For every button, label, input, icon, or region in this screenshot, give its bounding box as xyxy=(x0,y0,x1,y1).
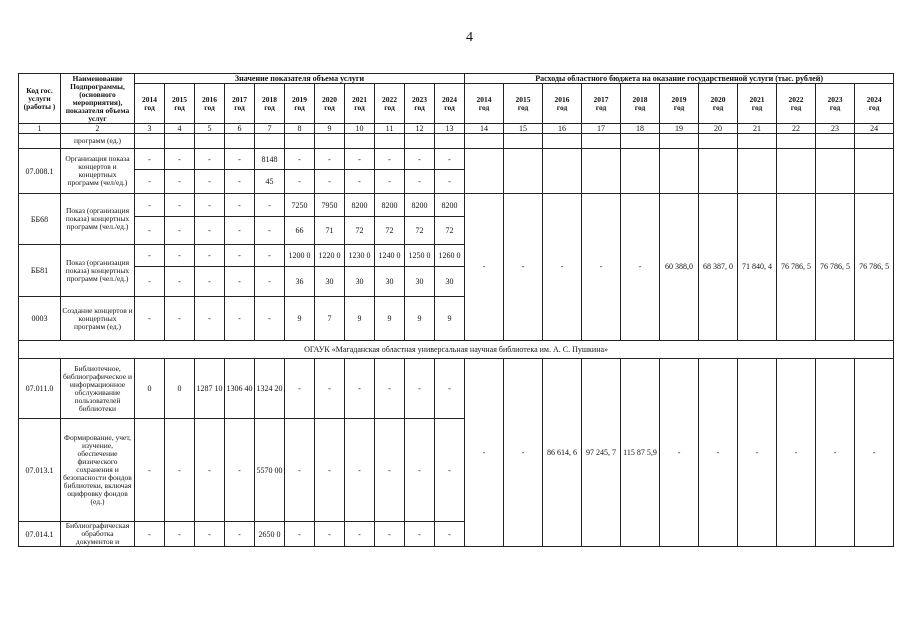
volume-cell: - xyxy=(315,522,345,547)
volume-cell: 72 xyxy=(375,217,405,245)
expense-cell: - xyxy=(699,359,738,547)
year-header: 2016 год xyxy=(543,84,582,124)
volume-cell: - xyxy=(375,419,405,522)
volume-cell: - xyxy=(375,359,405,419)
volume-cell: 66 xyxy=(285,217,315,245)
expense-cell: 60 388,0 xyxy=(660,194,699,341)
row-code xyxy=(19,134,61,149)
expense-cell: - xyxy=(660,359,699,547)
column-index: 4 xyxy=(165,124,195,134)
row-code: ББ81 xyxy=(19,245,61,297)
volume-cell: - xyxy=(405,419,435,522)
volume-cell: 9 xyxy=(405,297,435,341)
volume-cell: - xyxy=(225,245,255,267)
expense-cell xyxy=(699,149,738,194)
volume-cell: - xyxy=(135,245,165,267)
volume-cell: - xyxy=(285,359,315,419)
volume-cell: - xyxy=(285,419,315,522)
column-index: 17 xyxy=(582,124,621,134)
services-table xyxy=(18,73,894,547)
header-expense-group: Расходы областного бюджета на оказание государственной услуги (тыс. рублей) xyxy=(465,74,894,84)
volume-cell: - xyxy=(345,359,375,419)
volume-cell: 71 xyxy=(315,217,345,245)
volume-cell: 1287 10 xyxy=(195,359,225,419)
row-name: программ (ед.) xyxy=(61,134,135,149)
volume-cell: - xyxy=(195,245,225,267)
volume-cell: - xyxy=(165,217,195,245)
volume-cell: - xyxy=(195,267,225,297)
column-index: 24 xyxy=(855,124,894,134)
volume-cell: - xyxy=(165,194,195,217)
volume-cell: 1260 0 xyxy=(435,245,465,267)
table-row xyxy=(19,359,894,419)
year-header: 2018 год xyxy=(255,84,285,124)
expense-cell: 71 840, 4 xyxy=(738,194,777,341)
volume-cell: - xyxy=(315,359,345,419)
volume-cell: 0 xyxy=(165,359,195,419)
column-index: 14 xyxy=(465,124,504,134)
volume-cell: - xyxy=(315,170,345,194)
volume-cell: - xyxy=(255,297,285,341)
row-code: 07.013.1 xyxy=(19,419,61,522)
volume-cell: 9 xyxy=(435,297,465,341)
expense-cell xyxy=(738,149,777,194)
column-index: 12 xyxy=(405,124,435,134)
column-index: 20 xyxy=(699,124,738,134)
volume-cell: - xyxy=(165,267,195,297)
column-index: 1 xyxy=(19,124,61,134)
volume-cell: 30 xyxy=(375,267,405,297)
year-header: 2015 год xyxy=(165,84,195,124)
expense-cell: - xyxy=(465,194,504,341)
volume-cell: - xyxy=(225,217,255,245)
row-name: Создание концертов и концертных программ (ед.) xyxy=(61,297,135,341)
expense-cell xyxy=(582,149,621,194)
volume-cell: - xyxy=(225,522,255,547)
volume-cell: - xyxy=(135,297,165,341)
expense-cell xyxy=(621,149,660,194)
column-index: 6 xyxy=(225,124,255,134)
column-index: 13 xyxy=(435,124,465,134)
row-name: Показ (организация показа) концертных программ (чел./ед.) xyxy=(61,194,135,245)
volume-cell: - xyxy=(285,170,315,194)
volume-cell: - xyxy=(375,170,405,194)
year-header: 2016 год xyxy=(195,84,225,124)
volume-cell: - xyxy=(255,245,285,267)
column-index: 7 xyxy=(255,124,285,134)
expense-cell: 68 387, 0 xyxy=(699,194,738,341)
page-number: 4 xyxy=(466,30,473,45)
year-header: 2022 год xyxy=(375,84,405,124)
volume-cell: - xyxy=(375,522,405,547)
column-index: 11 xyxy=(375,124,405,134)
expense-cell: 97 245, 7 xyxy=(582,359,621,547)
volume-cell: - xyxy=(195,419,225,522)
expense-cell: - xyxy=(621,194,660,341)
volume-cell: - xyxy=(135,149,165,170)
expense-cell xyxy=(543,149,582,194)
volume-cell: - xyxy=(225,149,255,170)
year-header: 2019 год xyxy=(285,84,315,124)
expense-cell: 76 786, 5 xyxy=(855,194,894,341)
expense-cell xyxy=(660,149,699,194)
year-header: 2023 год xyxy=(405,84,435,124)
row-code: 0003 xyxy=(19,297,61,341)
column-index: 2 xyxy=(61,124,135,134)
volume-cell: - xyxy=(435,419,465,522)
expense-cell: - xyxy=(777,359,816,547)
volume-cell: - xyxy=(285,522,315,547)
year-header: 2024 год xyxy=(435,84,465,124)
table-row xyxy=(19,149,894,170)
expense-cell xyxy=(504,149,543,194)
row-name: Организация показа концертов и концертных программ (чел/ед.) xyxy=(61,149,135,194)
year-header: 2017 год xyxy=(582,84,621,124)
volume-cell: - xyxy=(195,194,225,217)
volume-cell: - xyxy=(435,149,465,170)
volume-cell: - xyxy=(225,297,255,341)
volume-cell: 72 xyxy=(405,217,435,245)
row-name: Библиографическая обработка документов и xyxy=(61,522,135,547)
volume-cell: - xyxy=(315,419,345,522)
volume-cell: - xyxy=(225,170,255,194)
volume-cell: - xyxy=(285,149,315,170)
column-index: 5 xyxy=(195,124,225,134)
volume-cell: - xyxy=(225,267,255,297)
volume-cell: - xyxy=(405,522,435,547)
column-index: 22 xyxy=(777,124,816,134)
volume-cell: - xyxy=(345,149,375,170)
row-code: ББ68 xyxy=(19,194,61,245)
volume-cell: - xyxy=(435,522,465,547)
volume-cell: 9 xyxy=(285,297,315,341)
year-header: 2015 год xyxy=(504,84,543,124)
volume-cell: - xyxy=(195,217,225,245)
volume-cell: - xyxy=(405,149,435,170)
year-header: 2023 год xyxy=(816,84,855,124)
expense-cell: 86 614, 6 xyxy=(543,359,582,547)
volume-cell: 1324 20 xyxy=(255,359,285,419)
column-index: 15 xyxy=(504,124,543,134)
volume-cell: - xyxy=(435,359,465,419)
column-index: 16 xyxy=(543,124,582,134)
volume-cell: 1240 0 xyxy=(375,245,405,267)
volume-cell: - xyxy=(225,419,255,522)
expense-cell: 115 87 5,9 xyxy=(621,359,660,547)
volume-cell: - xyxy=(225,194,255,217)
volume-cell: 72 xyxy=(345,217,375,245)
volume-cell: - xyxy=(195,170,225,194)
expense-cell xyxy=(777,149,816,194)
volume-cell: - xyxy=(165,245,195,267)
section-title: ОГАУК «Магаданская областная универсальная научная библиотека им. А. С. Пушкина» xyxy=(19,341,894,359)
year-header: 2014 год xyxy=(135,84,165,124)
volume-cell: 30 xyxy=(315,267,345,297)
expense-cell: - xyxy=(504,359,543,547)
volume-cell: - xyxy=(375,149,405,170)
volume-cell: - xyxy=(345,170,375,194)
expense-cell: - xyxy=(582,194,621,341)
year-header: 2017 год xyxy=(225,84,255,124)
expense-cell: - xyxy=(465,359,504,547)
volume-cell: 1220 0 xyxy=(315,245,345,267)
volume-cell: - xyxy=(165,522,195,547)
row-code: 07.008.1 xyxy=(19,149,61,194)
expense-cell xyxy=(465,149,504,194)
row-name: Библиотечное, библиографическое и информационное обслуживание пользователей библиотеки xyxy=(61,359,135,419)
volume-cell: 8148 xyxy=(255,149,285,170)
expense-cell: 76 786, 5 xyxy=(816,194,855,341)
expense-cell xyxy=(855,149,894,194)
volume-cell: 72 xyxy=(435,217,465,245)
volume-cell: - xyxy=(135,194,165,217)
volume-cell: - xyxy=(135,217,165,245)
expense-cell xyxy=(816,149,855,194)
volume-cell: - xyxy=(165,170,195,194)
year-header: 2018 год xyxy=(621,84,660,124)
volume-cell: - xyxy=(345,419,375,522)
volume-cell: - xyxy=(315,149,345,170)
column-index: 10 xyxy=(345,124,375,134)
volume-cell: 45 xyxy=(255,170,285,194)
expense-cell: - xyxy=(816,359,855,547)
year-header: 2021 год xyxy=(738,84,777,124)
volume-cell: - xyxy=(255,267,285,297)
volume-cell: 30 xyxy=(405,267,435,297)
volume-cell: - xyxy=(135,419,165,522)
volume-cell: - xyxy=(195,297,225,341)
volume-cell: 36 xyxy=(285,267,315,297)
volume-cell: 8200 xyxy=(375,194,405,217)
volume-cell: - xyxy=(135,267,165,297)
header-name: Наименование Подпрограммы, (основного мероприятия), показателя объема услуг xyxy=(61,74,135,124)
column-index: 19 xyxy=(660,124,699,134)
volume-cell: - xyxy=(405,170,435,194)
header-code: Код гос. услуги (работы ) xyxy=(19,74,61,124)
volume-cell: 8200 xyxy=(435,194,465,217)
row-name: Показ (организация показа) концертных программ (чел./ед.) xyxy=(61,245,135,297)
volume-cell: - xyxy=(195,149,225,170)
table-row xyxy=(19,194,894,217)
volume-cell: 9 xyxy=(375,297,405,341)
year-header: 2022 год xyxy=(777,84,816,124)
volume-cell: 7 xyxy=(315,297,345,341)
expense-cell: - xyxy=(504,194,543,341)
row-code: 07.014.1 xyxy=(19,522,61,547)
year-header: 2020 год xyxy=(699,84,738,124)
column-index-row xyxy=(19,124,894,134)
volume-cell: 7950 xyxy=(315,194,345,217)
volume-cell: - xyxy=(255,194,285,217)
volume-cell: 1306 40 xyxy=(225,359,255,419)
volume-cell: - xyxy=(165,297,195,341)
year-header: 2020 год xyxy=(315,84,345,124)
year-header: 2014 год xyxy=(465,84,504,124)
volume-cell: 9 xyxy=(345,297,375,341)
column-index: 9 xyxy=(315,124,345,134)
volume-cell: - xyxy=(165,149,195,170)
volume-cell: - xyxy=(135,170,165,194)
column-index: 21 xyxy=(738,124,777,134)
row-name: Формирование, учет, изучение, обеспечение физического сохранения и безопасности фондов библиотеки, включая оцифровку фондов (ед.) xyxy=(61,419,135,522)
volume-cell: - xyxy=(435,170,465,194)
volume-cell: 0 xyxy=(135,359,165,419)
expense-cell: 76 786, 5 xyxy=(777,194,816,341)
volume-cell: - xyxy=(405,359,435,419)
volume-cell: - xyxy=(195,522,225,547)
year-header: 2024 год xyxy=(855,84,894,124)
expense-cell: - xyxy=(738,359,777,547)
volume-cell: 1200 0 xyxy=(285,245,315,267)
volume-cell: 1250 0 xyxy=(405,245,435,267)
column-index: 23 xyxy=(816,124,855,134)
column-index: 18 xyxy=(621,124,660,134)
volume-cell: 7250 xyxy=(285,194,315,217)
expense-cell: - xyxy=(855,359,894,547)
volume-cell: - xyxy=(165,419,195,522)
volume-cell: 5570 00 xyxy=(255,419,285,522)
volume-cell: 8200 xyxy=(345,194,375,217)
column-index: 3 xyxy=(135,124,165,134)
volume-cell: 30 xyxy=(435,267,465,297)
volume-cell: 1230 0 xyxy=(345,245,375,267)
year-header: 2019 год xyxy=(660,84,699,124)
volume-cell: - xyxy=(135,522,165,547)
volume-cell: 8200 xyxy=(405,194,435,217)
volume-cell: 2650 0 xyxy=(255,522,285,547)
year-header: 2021 год xyxy=(345,84,375,124)
row-code: 07.011.0 xyxy=(19,359,61,419)
volume-cell: - xyxy=(255,217,285,245)
column-index: 8 xyxy=(285,124,315,134)
year-header-row xyxy=(19,84,894,124)
volume-cell: - xyxy=(345,522,375,547)
volume-cell: 30 xyxy=(345,267,375,297)
expense-cell: - xyxy=(543,194,582,341)
header-volume-group: Значение показателя объема услуги xyxy=(135,74,465,84)
